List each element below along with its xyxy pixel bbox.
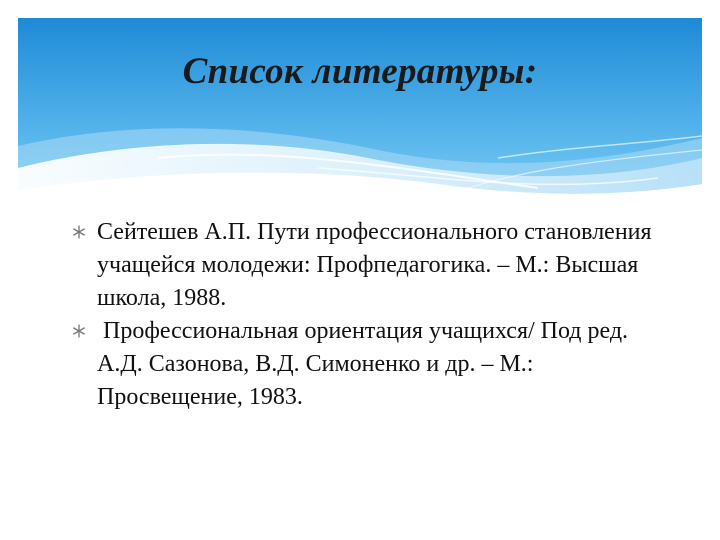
reference-text: Профессиональная ориентация учащихся/ Под ред. А.Д. Сазонова, В.Д. Симоненко и др. – М.: Просвещение, 1983. [97,318,635,410]
list-item [72,216,672,315]
header-banner [18,18,702,204]
references-list [72,216,672,414]
slide-title: Список литературы: [182,51,538,92]
asterisk-icon [72,225,86,239]
reference-text: Сейтешев А.П. Пути профессионального становления учащейся молодежи: Профпедагогика. – М.: Высшая школа, 1988. [97,219,652,311]
asterisk-icon [72,324,86,338]
list-item [72,315,672,414]
